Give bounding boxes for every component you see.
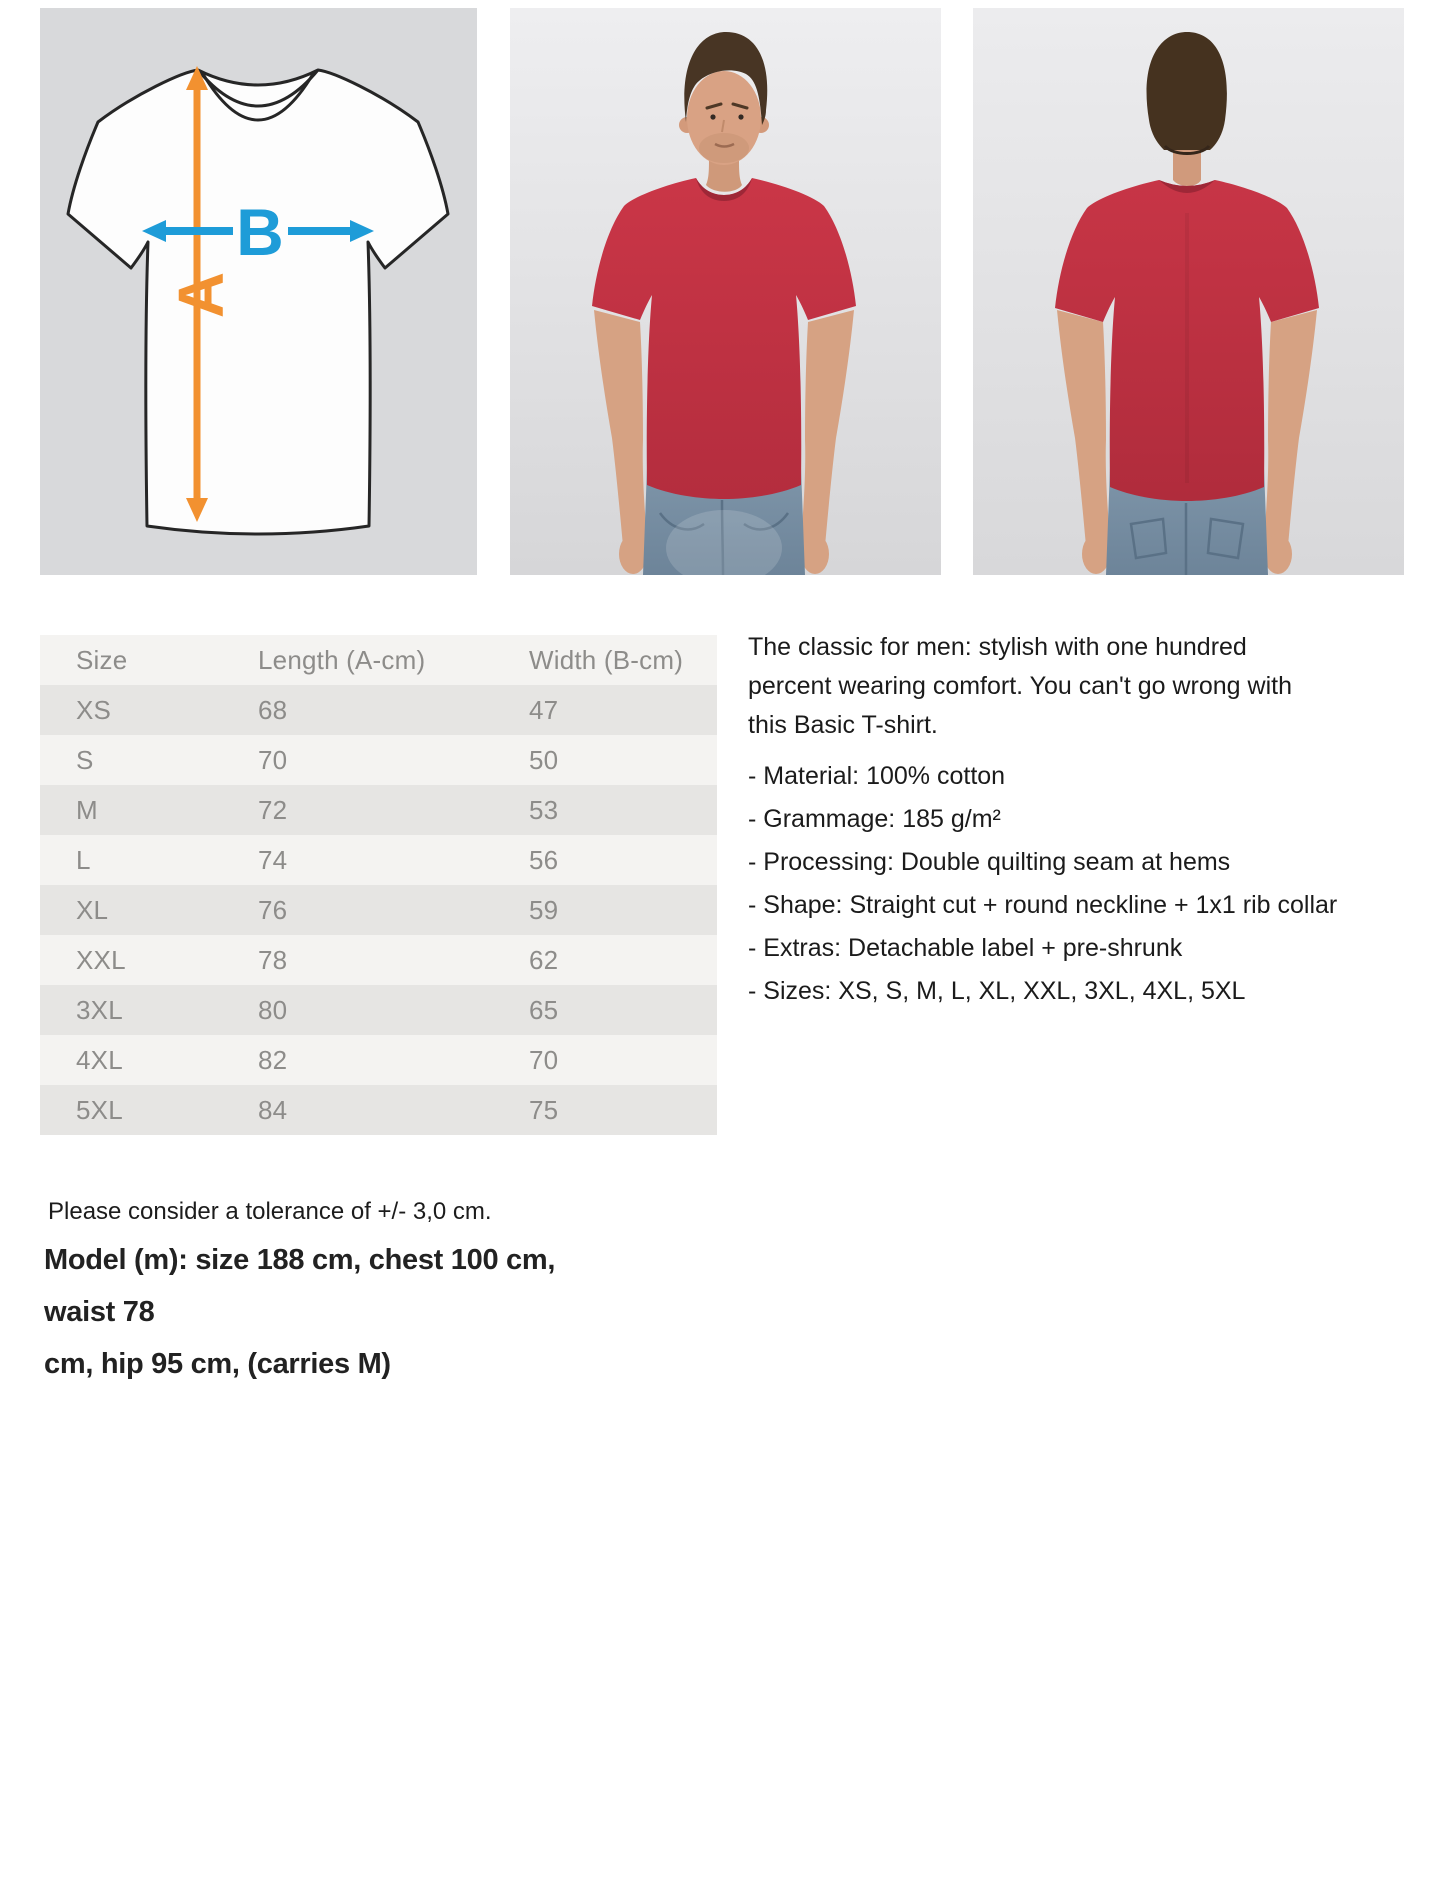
length-cell: 78 (222, 935, 493, 985)
table-row (40, 885, 717, 935)
description-intro-line: The classic for men: stylish with one hundred (748, 633, 1247, 661)
description-intro-line: percent wearing comfort. You can't go wrong with (748, 672, 1292, 700)
model-front-photo (510, 8, 941, 575)
spec-item-shape: - Shape: Straight cut + round neckline + 1x1 rib collar (748, 891, 1338, 919)
spec-item-sizes: - Sizes: XS, S, M, L, XL, XXL, 3XL, 4XL, 5XL (748, 977, 1246, 1005)
length-cell: 72 (222, 785, 493, 835)
table-row (40, 985, 717, 1035)
description-intro (748, 628, 1408, 745)
size-cell: 4XL (40, 1035, 222, 1085)
right-eye (738, 114, 743, 119)
measurement-diagram-panel (40, 8, 477, 575)
measurement-diagram (40, 8, 477, 575)
spec-list (748, 755, 1408, 1013)
width-cell: 70 (493, 1035, 717, 1085)
size-cell: M (40, 785, 222, 835)
size-cell: L (40, 835, 222, 885)
table-row (40, 1085, 717, 1135)
size-cell: XL (40, 885, 222, 935)
model-front-illustration (510, 8, 941, 575)
length-cell: 74 (222, 835, 493, 885)
table-row (40, 835, 717, 885)
size-table (40, 635, 717, 1135)
spec-item-extras: - Extras: Detachable label + pre-shrunk (748, 934, 1183, 962)
width-cell: 47 (493, 685, 717, 735)
width-cell: 75 (493, 1085, 717, 1135)
table-row (40, 935, 717, 985)
width-cell: 59 (493, 885, 717, 935)
model-info (44, 1234, 624, 1390)
length-cell: 70 (222, 735, 493, 785)
size-cell: XXL (40, 935, 222, 985)
spec-item-processing: - Processing: Double quilting seam at hems (748, 848, 1231, 876)
length-cell: 80 (222, 985, 493, 1035)
model-info-line: Model (m): size 188 cm, chest 100 cm, waist 78 (44, 1244, 556, 1328)
size-cell: 3XL (40, 985, 222, 1035)
spec-item-grammage: - Grammage: 185 g/m² (748, 805, 1001, 833)
length-cell: 84 (222, 1085, 493, 1135)
width-cell: 53 (493, 785, 717, 835)
spec-item-material: - Material: 100% cotton (748, 762, 1006, 790)
footer-notes (44, 1198, 624, 1390)
length-cell: 76 (222, 885, 493, 935)
description-intro-line: this Basic T-shirt. (748, 711, 938, 739)
tolerance-note: Please consider a tolerance of +/- 3,0 cm. (48, 1198, 492, 1225)
model-info-line: cm, hip 95 cm, (carries M) (44, 1348, 391, 1380)
column-header-length: Length (A-cm) (222, 635, 493, 685)
width-cell: 50 (493, 735, 717, 785)
hair-back (1147, 32, 1227, 150)
label-a: A (165, 271, 238, 319)
size-cell: S (40, 735, 222, 785)
stubble (699, 133, 749, 163)
model-back-illustration (973, 8, 1404, 575)
label-b: B (236, 194, 284, 269)
product-description (748, 628, 1408, 1013)
table-row (40, 685, 717, 735)
column-header-size: Size (40, 635, 222, 685)
left-eye (710, 114, 715, 119)
table-row (40, 785, 717, 835)
table-row (40, 735, 717, 785)
length-cell: 68 (222, 685, 493, 735)
width-cell: 62 (493, 935, 717, 985)
width-cell: 56 (493, 835, 717, 885)
width-cell: 65 (493, 985, 717, 1035)
table-header-row (40, 635, 717, 685)
table-row (40, 1035, 717, 1085)
column-header-width: Width (B-cm) (493, 635, 717, 685)
length-cell: 82 (222, 1035, 493, 1085)
model-back-photo (973, 8, 1404, 575)
size-cell: XS (40, 685, 222, 735)
size-cell: 5XL (40, 1085, 222, 1135)
